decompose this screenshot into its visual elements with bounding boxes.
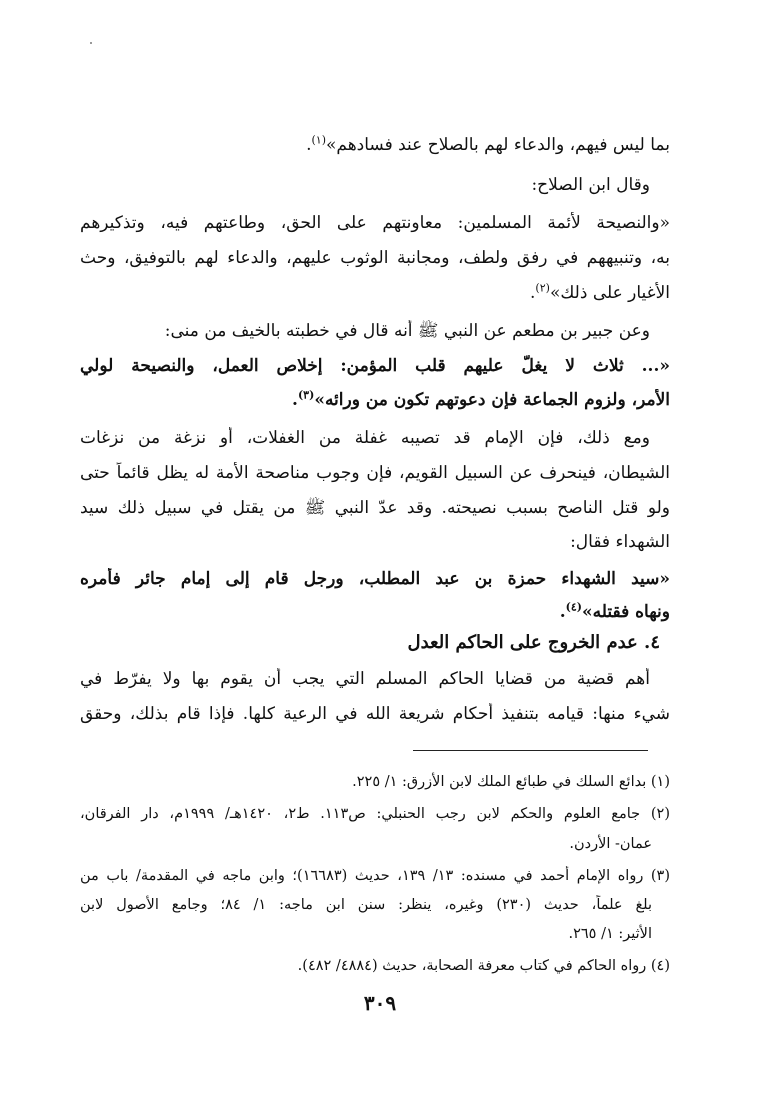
- body-line: شيء منها: قيامه بتنفيذ أحكام شريعة الله في الرعية كلها. فإذا قام بذلك، وحقق: [80, 704, 670, 724]
- quote-line: «... ثلاث لا يغلّ عليهم قلب المؤمن: إخلاص العمل، والنصيحة لولي: [80, 356, 670, 376]
- quote-line: «سيد الشهداء حمزة بن عبد المطلب، ورجل قام إلى إمام جائر فأمره: [80, 569, 670, 589]
- footnote-1: (١) بدائع السلك في طبائع الملك لابن الأزرق: ١/ ٢٢٥.: [352, 774, 670, 790]
- section-heading: ٤. عدم الخروج على الحاكم العدل: [407, 632, 660, 653]
- footnote-2: (٢) جامع العلوم والحكم لابن رجب الحنبلي: ص١١٣. ط٢، ١٤٢٠هـ/ ١٩٩٩م، دار الفرقان،: [80, 806, 670, 822]
- body-line: ولو قتل الناصح بسبب نصيحته. وقد عدّ النبي ﷺ من يقتل في سبيل ذلك سيد: [80, 498, 670, 518]
- body-line: وقال ابن الصلاح:: [531, 175, 650, 195]
- body-line: به، وتنبيههم في رفق ولطف، ومجانبة الوثوب عليهم، والدعاء لهم بالتوفيق، وحث: [80, 248, 670, 268]
- quote-line: الأمر، ولزوم الجماعة فإن دعوتهم تكون من ورائه»$^{(٣)}$.: [292, 389, 670, 410]
- footnote-3-cont: بلغ علماً، حديث (٢٣٠) وغيره، ينظر: سنن ابن ماجه: ١/ ٨٤؛ وجامع الأصول لابن: [80, 897, 652, 913]
- body-line: ومع ذلك، فإن الإمام قد تصيبه غفلة من الغفلات، أو نزغة من نزغات: [80, 428, 650, 448]
- body-line: وعن جبير بن مطعم عن النبي ﷺ أنه قال في خطبته بالخيف من منى:: [164, 321, 650, 341]
- body-line: أهم قضية من قضايا الحاكم المسلم التي يجب أن يقوم بها ولا يفرّط في: [80, 669, 650, 689]
- body-line: الشيطان، فينحرف عن السبيل القويم، فإن وجوب مناصحة الأمة له يظل قائماً حتى: [80, 463, 670, 483]
- quote-line: ونهاه فقتله»$^{(٤)}$.: [559, 601, 670, 622]
- scan-speck: [90, 42, 92, 44]
- body-line: «والنصيحة لأئمة المسلمين: معاونتهم على الحق، وطاعتهم فيه، وتذكيرهم: [80, 213, 670, 233]
- footnote-rule: [413, 750, 648, 751]
- footnote-3: (٣) رواه الإمام أحمد في مسنده: ١٣/ ١٣٩، حديث (١٦٦٨٣)؛ وابن ماجه في المقدمة/ باب من: [80, 868, 670, 884]
- body-line: الشهداء فقال:: [570, 532, 670, 552]
- body-line: بما ليس فيهم، والدعاء لهم بالصلاح عند فسادهم»$^{(١)}$.: [306, 134, 670, 155]
- footnote-3-cont: الأثير: ١/ ٢٦٥.: [568, 926, 652, 942]
- footnote-4: (٤) رواه الحاكم في كتاب معرفة الصحابة، حديث (٤٨٨٤/ ٤٨٢).: [297, 958, 670, 974]
- footnote-2-cont: عمان- الأردن.: [569, 836, 652, 852]
- page-number: ٣٠٩: [363, 991, 397, 1015]
- body-line: الأغيار على ذلك»$^{(٢)}$.: [530, 282, 670, 303]
